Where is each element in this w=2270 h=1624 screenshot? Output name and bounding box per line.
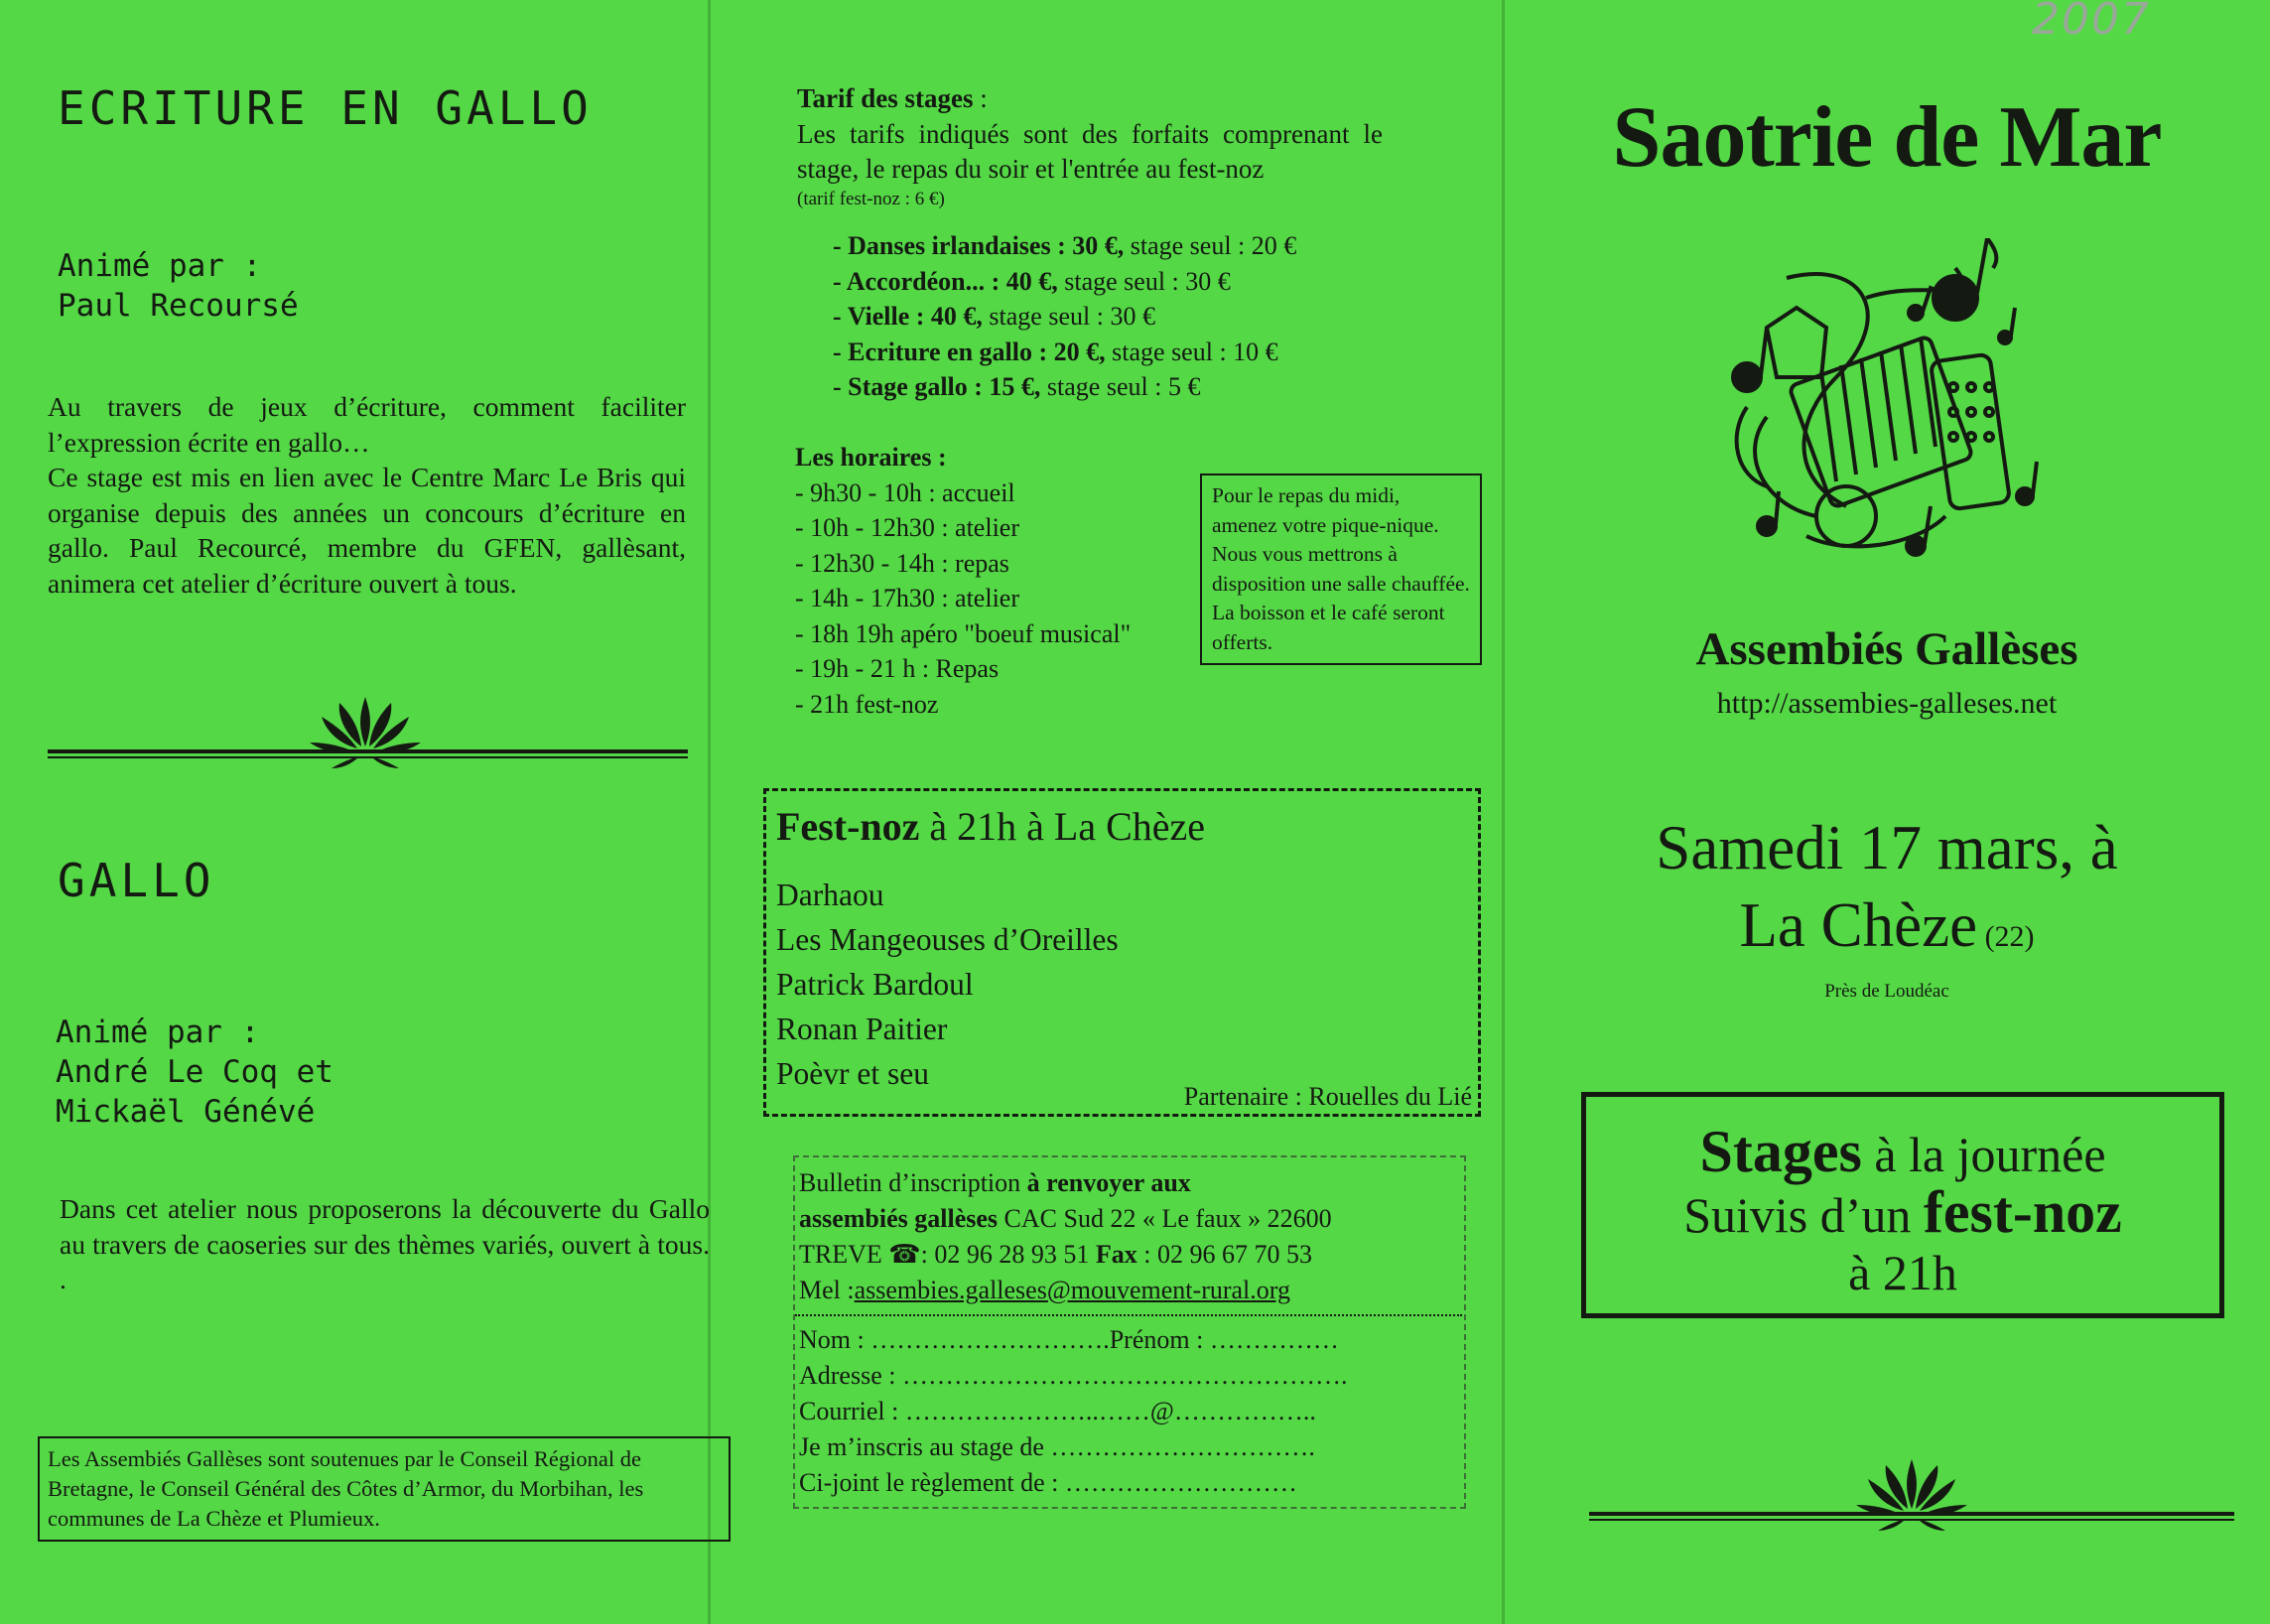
fax-label: Fax bbox=[1095, 1240, 1137, 1269]
registration-phone bbox=[799, 1237, 1458, 1273]
event-date-line: Samedi 17 mars, à bbox=[1656, 813, 2118, 882]
form-field-stage[interactable]: Je m’inscris au stage de …………………………. bbox=[799, 1432, 1315, 1461]
registration-street: CAC Sud 22 « Le faux » 22600 bbox=[998, 1204, 1332, 1233]
tarif-item-stage-only: stage seul : 20 € bbox=[1124, 231, 1297, 260]
organizer-url[interactable]: http://assembies-galleses.net bbox=[1716, 687, 2058, 720]
schedule-title: Les horaires : bbox=[795, 443, 947, 472]
event-date bbox=[1504, 809, 2270, 976]
ornament-divider bbox=[48, 695, 688, 774]
fax-number: : 02 96 67 70 53 bbox=[1136, 1240, 1312, 1269]
panel-middle bbox=[710, 0, 1504, 1624]
schedule-item: - 10h - 12h30 : atelier bbox=[795, 513, 1019, 542]
tarif-section bbox=[797, 81, 1383, 211]
band-item: Poèvr et seu bbox=[776, 1056, 929, 1091]
band-item: Darhaou bbox=[776, 878, 884, 912]
form-field-address[interactable]: Adresse : ……………………………………………. bbox=[799, 1361, 1348, 1390]
registration-org: assembiés gallèses bbox=[799, 1204, 999, 1233]
tarif-item bbox=[833, 264, 1296, 300]
registration-email bbox=[799, 1273, 1458, 1308]
fest-noz-box bbox=[763, 788, 1481, 1117]
workshop-title-ecriture: ECRITURE EN GALLO bbox=[58, 81, 593, 135]
schedule-item: - 18h 19h apéro "boeuf musical" bbox=[795, 618, 1132, 648]
description-gallo: Dans cet atelier nous proposerons la découverte du Gallo au travers de caoseries sur des thèmes variés, ouvert à tous. . bbox=[60, 1193, 710, 1294]
tarif-item-stage-only: stage seul : 10 € bbox=[1105, 337, 1278, 366]
email-label: Mel : bbox=[799, 1276, 855, 1304]
workshop-title-gallo: GALLO bbox=[58, 854, 215, 907]
tarif-item-price: - Accordéon... : 40 €, bbox=[833, 266, 1058, 296]
fest-noz-label: Fest-noz bbox=[776, 804, 920, 849]
stages-label: Stages bbox=[1699, 1119, 1862, 1184]
email-link[interactable]: assembies.galleses@mouvement-rural.org bbox=[854, 1276, 1290, 1304]
phone-number: TREVE ☎: 02 96 28 93 51 bbox=[799, 1240, 1096, 1269]
form-separator bbox=[795, 1314, 1462, 1316]
tarif-item bbox=[833, 335, 1296, 370]
registration-return-label: à renvoyer aux bbox=[1026, 1168, 1191, 1197]
schedule-item: - 9h30 - 10h : accueil bbox=[795, 477, 1015, 507]
schedule-section bbox=[795, 440, 1131, 722]
fest-noz-time: à 21h bbox=[1848, 1245, 1957, 1300]
tarif-item-price: - Vielle : 40 €, bbox=[833, 302, 983, 331]
fest-noz-line bbox=[1596, 1179, 2209, 1245]
band-item: Les Mangeouses d’Oreilles bbox=[776, 922, 1119, 957]
description-ecriture-body: Ce stage est mis en lien avec le Centre Marc Le Bris qui organise depuis des années un concours d’écriture en gallo. Paul Recourcé, membre du GFEN, gallèsant, animera cet atelier d’écriture ouvert à tous. bbox=[48, 462, 686, 599]
tarif-intro: Les tarifs indiqués sont des forfaits comprenant le stage, le repas du soir et l'entrée au fest-noz bbox=[797, 118, 1383, 184]
tarif-item-stage-only: stage seul : 5 € bbox=[1040, 372, 1201, 401]
tarif-item-price: - Danses irlandaises : 30 €, bbox=[833, 231, 1125, 260]
tarif-title: Tarif des stages bbox=[797, 83, 974, 113]
tarif-item-stage-only: stage seul : 30 € bbox=[982, 302, 1155, 331]
tarif-fest-noz-note: (tarif fest-noz : 6 €) bbox=[797, 188, 945, 209]
fest-noz-heading bbox=[776, 803, 1205, 850]
band-list bbox=[776, 873, 1119, 1096]
schedule-item: - 14h - 17h30 : atelier bbox=[795, 584, 1019, 612]
support-notice: Les Assembiés Gallèses sont soutenues par le Conseil Régional de Bretagne, le Conseil Général des Côtes d’Armor, du Morbihan, les communes de La Chèze et Plumieux. bbox=[38, 1436, 731, 1542]
music-instruments-illustration bbox=[1727, 238, 2084, 566]
tarif-item bbox=[833, 228, 1296, 264]
panel-left bbox=[0, 0, 710, 1624]
organizer-name: Assembiés Gallèses bbox=[1695, 623, 2078, 675]
stages-day-label: à la journée bbox=[1861, 1127, 2106, 1182]
registration-title: Bulletin d’inscription bbox=[799, 1168, 1027, 1197]
schedule-item: - 12h30 - 14h : repas bbox=[795, 548, 1009, 578]
tarif-item-stage-only: stage seul : 30 € bbox=[1057, 266, 1231, 296]
form-field-name[interactable]: Nom : ……………………….Prénom : …………… bbox=[799, 1325, 1339, 1354]
band-item: Patrick Bardoul bbox=[776, 967, 974, 1002]
partner-credit: Partenaire : Rouelles du Lié bbox=[1183, 1082, 1472, 1111]
handwritten-year: 2007 bbox=[2032, 0, 2151, 45]
lunch-note: Pour le repas du midi, amenez votre pique-nique. Nous vous mettrons à disposition une salle chauffée. La boisson et le café seront offerts. bbox=[1200, 474, 1482, 665]
panel-right bbox=[1504, 0, 2270, 1624]
fest-noz-highlight: fest-noz bbox=[1923, 1179, 2122, 1245]
event-town: La Chèze bbox=[1739, 890, 1978, 960]
description-ecriture bbox=[48, 389, 686, 601]
animator-gallo: Animé par : André Le Coq et Mickaël Génévé bbox=[56, 1015, 334, 1130]
tarif-title-colon: : bbox=[973, 83, 988, 113]
tarif-item bbox=[833, 369, 1296, 405]
event-title: Saotrie de Mar bbox=[1612, 89, 2162, 186]
tarif-list bbox=[833, 228, 1296, 405]
stages-box bbox=[1581, 1092, 2224, 1318]
event-place bbox=[1504, 886, 2270, 976]
animator-ecriture: Animé par : Paul Recoursé bbox=[58, 248, 299, 324]
description-ecriture-intro: Au travers de jeux d’écriture, comment faciliter l’expression écrite en gallo… bbox=[48, 391, 686, 458]
followed-by-label: Suivis d’un bbox=[1683, 1187, 1924, 1243]
band-item: Ronan Paitier bbox=[776, 1012, 948, 1046]
tarif-item-price: - Ecriture en gallo : 20 €, bbox=[833, 337, 1106, 366]
form-field-payment[interactable]: Ci-joint le règlement de : ……………………… bbox=[799, 1468, 1297, 1497]
form-field-email[interactable]: Courriel : …………………..……@…………….. bbox=[799, 1397, 1316, 1425]
registration-header bbox=[799, 1165, 1458, 1201]
fest-noz-time-place: à 21h à La Chèze bbox=[919, 804, 1206, 849]
schedule-item: - 21h fest-noz bbox=[795, 689, 939, 719]
ornament-divider bbox=[1589, 1457, 2234, 1537]
registration-form bbox=[793, 1155, 1466, 1509]
event-location-note: Près de Loudéac bbox=[1824, 981, 1949, 1002]
schedule-item: - 19h - 21 h : Repas bbox=[795, 654, 1000, 683]
tarif-item bbox=[833, 299, 1296, 335]
tarif-item-price: - Stage gallo : 15 €, bbox=[833, 372, 1041, 401]
registration-address bbox=[799, 1201, 1458, 1237]
event-department: (22) bbox=[1977, 920, 2035, 953]
stages-line bbox=[1596, 1119, 2209, 1184]
